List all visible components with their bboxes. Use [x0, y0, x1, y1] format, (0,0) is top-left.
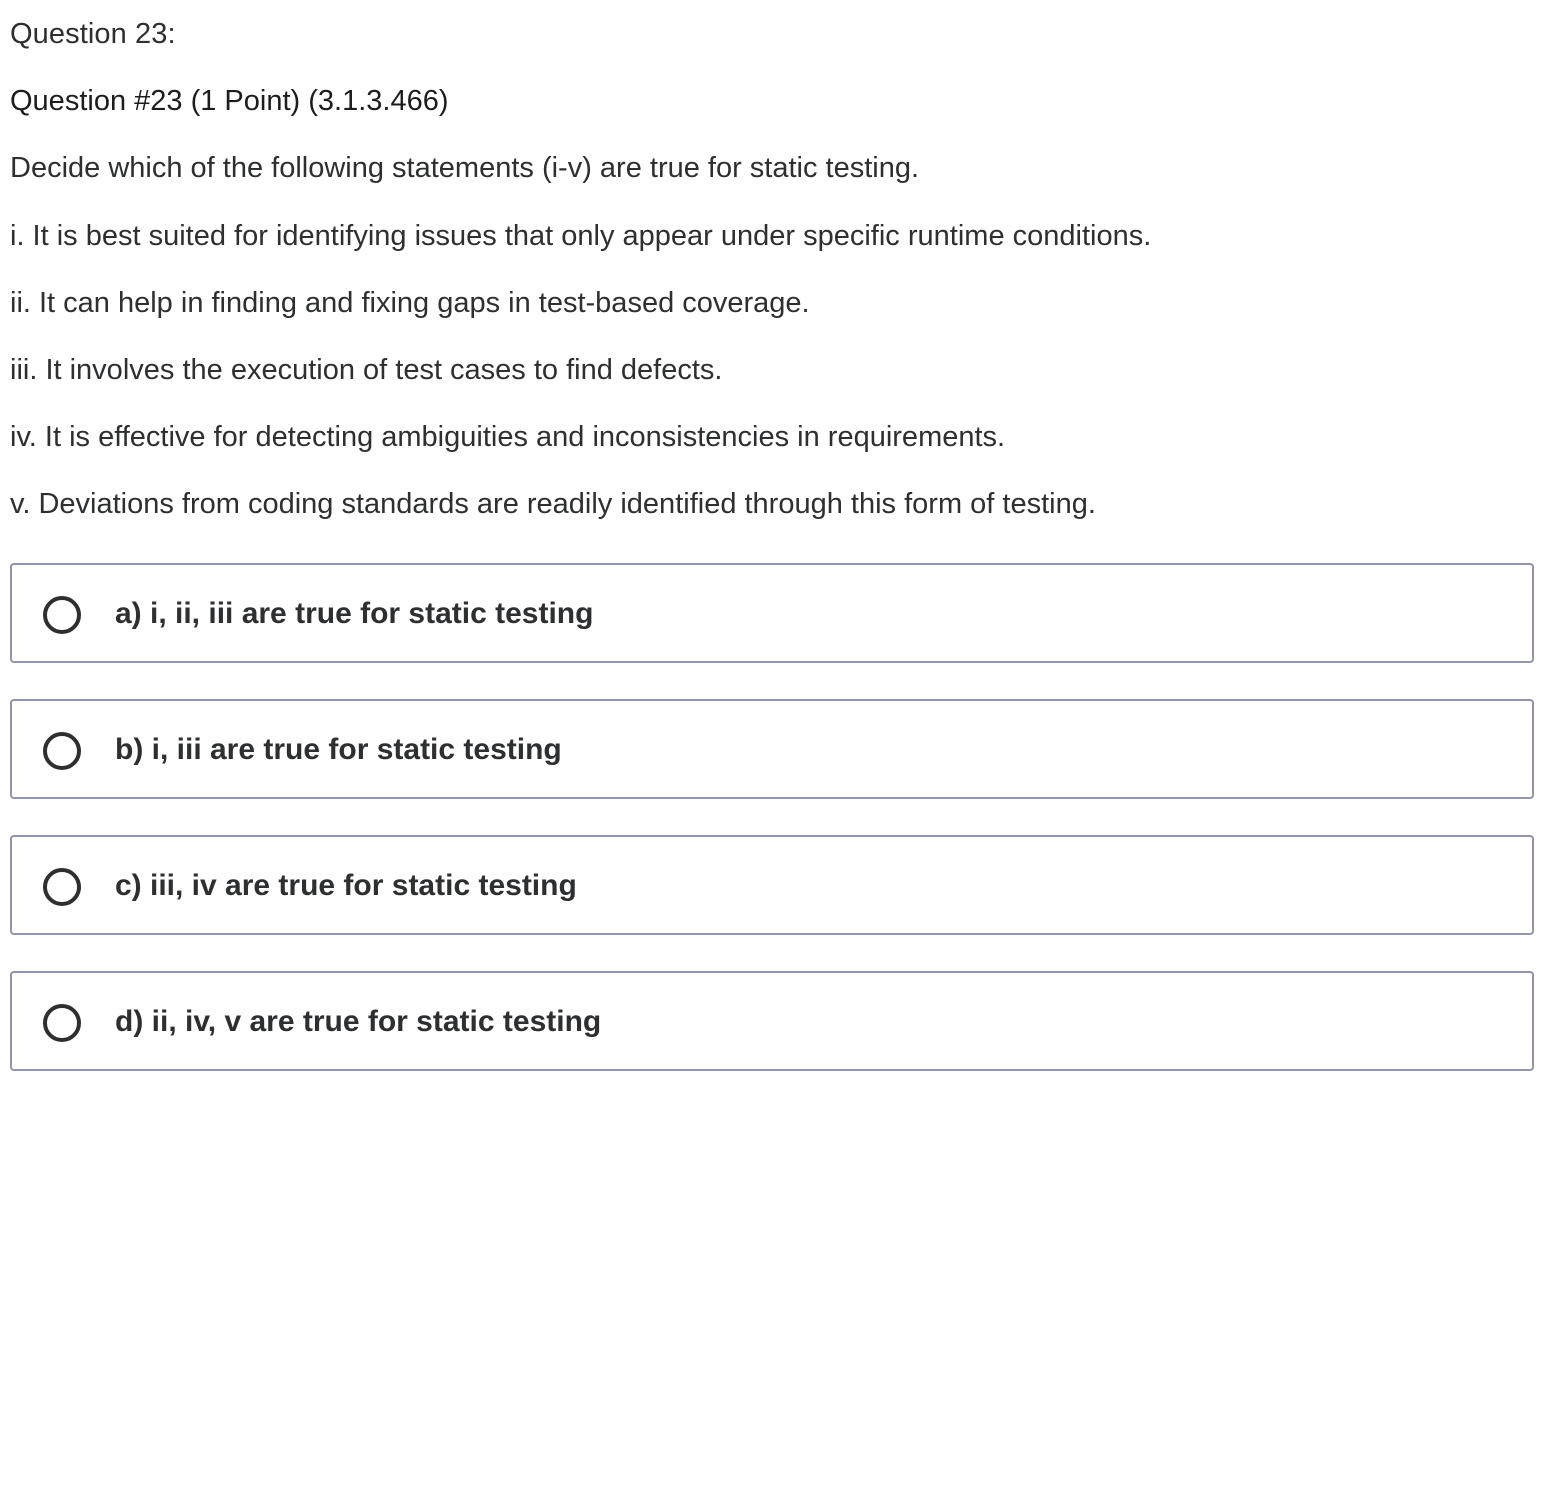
radio-unchecked-icon[interactable]: [43, 868, 81, 906]
answer-option-b[interactable]: [10, 699, 1534, 799]
statement-iv: iv. It is effective for detecting ambiguities and inconsistencies in requirements.: [10, 421, 1006, 453]
radio-unchecked-icon[interactable]: [43, 1004, 81, 1042]
question-title: Question #23 (1 Point) (3.1.3.466): [10, 85, 449, 117]
statement-iii: iii. It involves the execution of test cases to find defects.: [10, 354, 723, 386]
statement-ii: ii. It can help in finding and fixing gaps in test-based coverage.: [10, 287, 810, 319]
answer-option-label: b) i, iii are true for static testing: [115, 733, 562, 766]
answer-option-a[interactable]: [10, 563, 1534, 663]
question-prompt: Decide which of the following statements (i-v) are true for static testing.: [10, 152, 920, 184]
answer-option-d[interactable]: [10, 971, 1534, 1071]
answer-option-label: c) iii, iv are true for static testing: [115, 869, 577, 902]
answer-option-c[interactable]: [10, 835, 1534, 935]
statement-i: i. It is best suited for identifying issues that only appear under specific runtime conditions.: [10, 220, 1152, 252]
answer-option-label: d) ii, iv, v are true for static testing: [115, 1005, 602, 1038]
question-number-heading: Question 23:: [10, 18, 176, 50]
radio-unchecked-icon[interactable]: [43, 596, 81, 634]
radio-unchecked-icon[interactable]: [43, 732, 81, 770]
answer-option-label: a) i, ii, iii are true for static testing: [115, 597, 594, 630]
statement-v: v. Deviations from coding standards are readily identified through this form of testing.: [10, 488, 1096, 520]
